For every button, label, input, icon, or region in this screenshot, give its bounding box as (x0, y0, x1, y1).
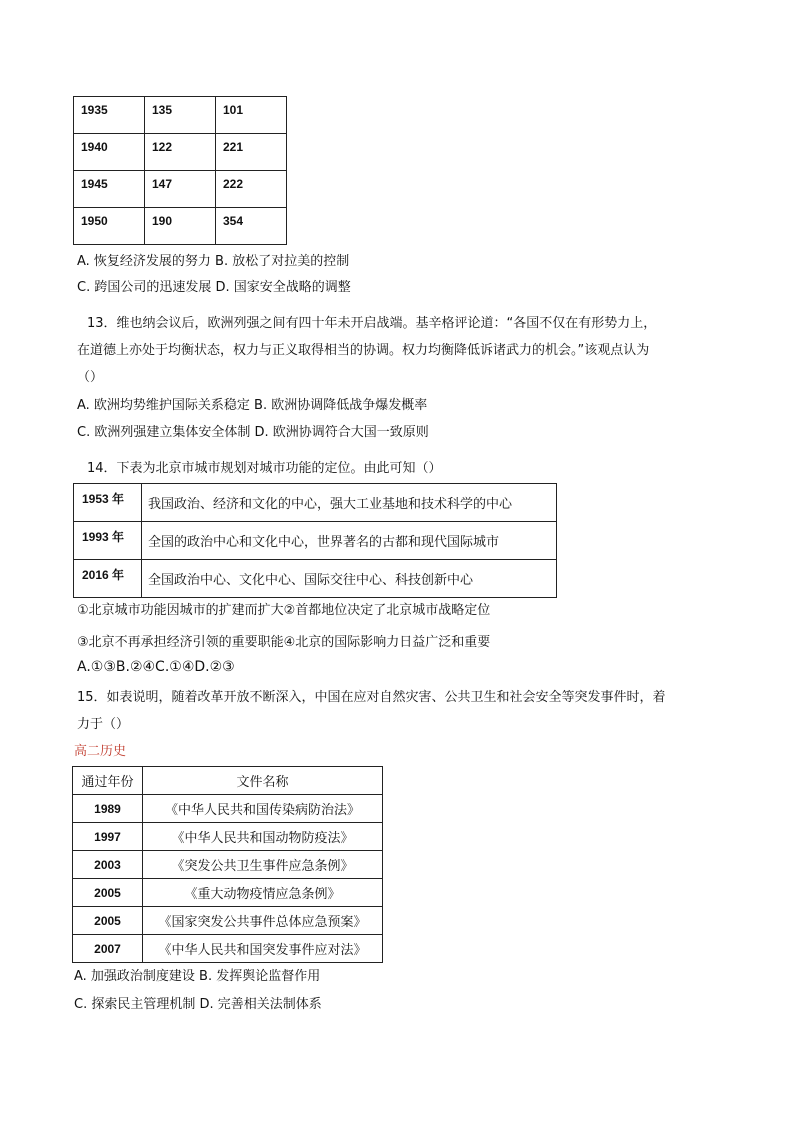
year-cell: 1997 (73, 823, 143, 851)
table-row (74, 522, 557, 560)
table-cell: 1950 (74, 208, 145, 245)
table-row (74, 484, 557, 522)
table-cell: 222 (216, 171, 287, 208)
table-row (73, 851, 383, 879)
table-row (73, 907, 383, 935)
column-header: 通过年份 (73, 767, 143, 795)
year-cell: 1989 (73, 795, 143, 823)
doc-cell: 《国家突发公共事件总体应急预案》 (143, 907, 383, 935)
table-cell: 190 (145, 208, 216, 245)
year-cell: 2005 (73, 907, 143, 935)
column-header: 文件名称 (143, 767, 383, 795)
q15-stem-line2: 力于（） (77, 717, 130, 732)
q14-options: A.①③B.②④C.①④D.②③ (77, 659, 235, 675)
table-cell: 354 (216, 208, 287, 245)
doc-cell: 《中华人民共和国传染病防治法》 (143, 795, 383, 823)
q14-statements-2: ③北京不再承担经济引领的重要职能④北京的国际影响力日益广泛和重要 (77, 635, 491, 650)
table-cell: 1940 (74, 134, 145, 171)
desc-cell: 全国政治中心、文化中心、国际交往中心、科技创新中心 (142, 560, 557, 598)
table-row (73, 795, 383, 823)
q15-stem-line1: 15．如表说明，随着改革开放不断深入，中国在应对自然灾害、公共卫生和社会安全等突发事件时，着 (77, 690, 666, 705)
table-cell: 101 (216, 97, 287, 134)
table-cell: 122 (145, 134, 216, 171)
header-label: 高二历史 (74, 744, 127, 759)
year-cell: 1993 年 (74, 522, 142, 560)
city-function-table (73, 483, 557, 598)
table-cell: 1935 (74, 97, 145, 134)
doc-cell: 《重大动物疫情应急条例》 (143, 879, 383, 907)
data-table (73, 96, 287, 245)
table-row (73, 823, 383, 851)
desc-cell: 全国的政治中心和文化中心，世界著名的古都和现代国际城市 (142, 522, 557, 560)
q13-options-1: A. 欧洲均势维护国际关系稳定 B. 欧洲协调降低战争爆发概率 (77, 398, 428, 413)
q13-stem-line2: 在道德上亦处于均衡状态，权力与正义取得相当的协调。权力均衡降低诉诸武力的机会。”该观点认为 (77, 343, 650, 358)
year-cell: 2005 (73, 879, 143, 907)
doc-cell: 《中华人民共和国突发事件应对法》 (143, 935, 383, 963)
doc-cell: 《中华人民共和国动物防疫法》 (143, 823, 383, 851)
table-row (73, 935, 383, 963)
table-cell: 135 (145, 97, 216, 134)
table-row (74, 134, 287, 171)
q14-stem: 14．下表为北京市城市规划对城市功能的定位。由此可知（） (87, 461, 442, 476)
table-cell: 1945 (74, 171, 145, 208)
q15-options-2: C. 探索民主管理机制 D. 完善相关法制体系 (74, 997, 322, 1012)
table-row (74, 208, 287, 245)
desc-cell: 我国政治、经济和文化的中心，强大工业基地和技术科学的中心 (142, 484, 557, 522)
law-table (72, 766, 383, 963)
q14-statements-1: ①北京城市功能因城市的扩建而扩大②首都地位决定了北京城市战略定位 (77, 603, 491, 618)
table-cell: 147 (145, 171, 216, 208)
q13-stem-line1: 13．维也纳会议后，欧洲列强之间有四十年未开启战端。基辛格评论道：“各国不仅在有形势力上， (87, 316, 657, 331)
q12-options-1: A. 恢复经济发展的努力 B. 放松了对拉美的控制 (77, 254, 350, 269)
doc-cell: 《突发公共卫生事件应急条例》 (143, 851, 383, 879)
year-cell: 1953 年 (74, 484, 142, 522)
q13-options-2: C. 欧洲列强建立集体安全体制 D. 欧洲协调符合大国一致原则 (77, 425, 429, 440)
year-cell: 2007 (73, 935, 143, 963)
q12-options-2: C. 跨国公司的迅速发展 D. 国家安全战略的调整 (77, 280, 351, 295)
table-row (73, 879, 383, 907)
year-cell: 2003 (73, 851, 143, 879)
table-row (74, 171, 287, 208)
q13-stem-line3: （） (77, 370, 104, 385)
year-cell: 2016 年 (74, 560, 142, 598)
table-cell: 221 (216, 134, 287, 171)
table-header-row (73, 767, 383, 795)
table-row (74, 560, 557, 598)
q15-options-1: A. 加强政治制度建设 B. 发挥舆论监督作用 (74, 969, 321, 984)
table-row (74, 97, 287, 134)
